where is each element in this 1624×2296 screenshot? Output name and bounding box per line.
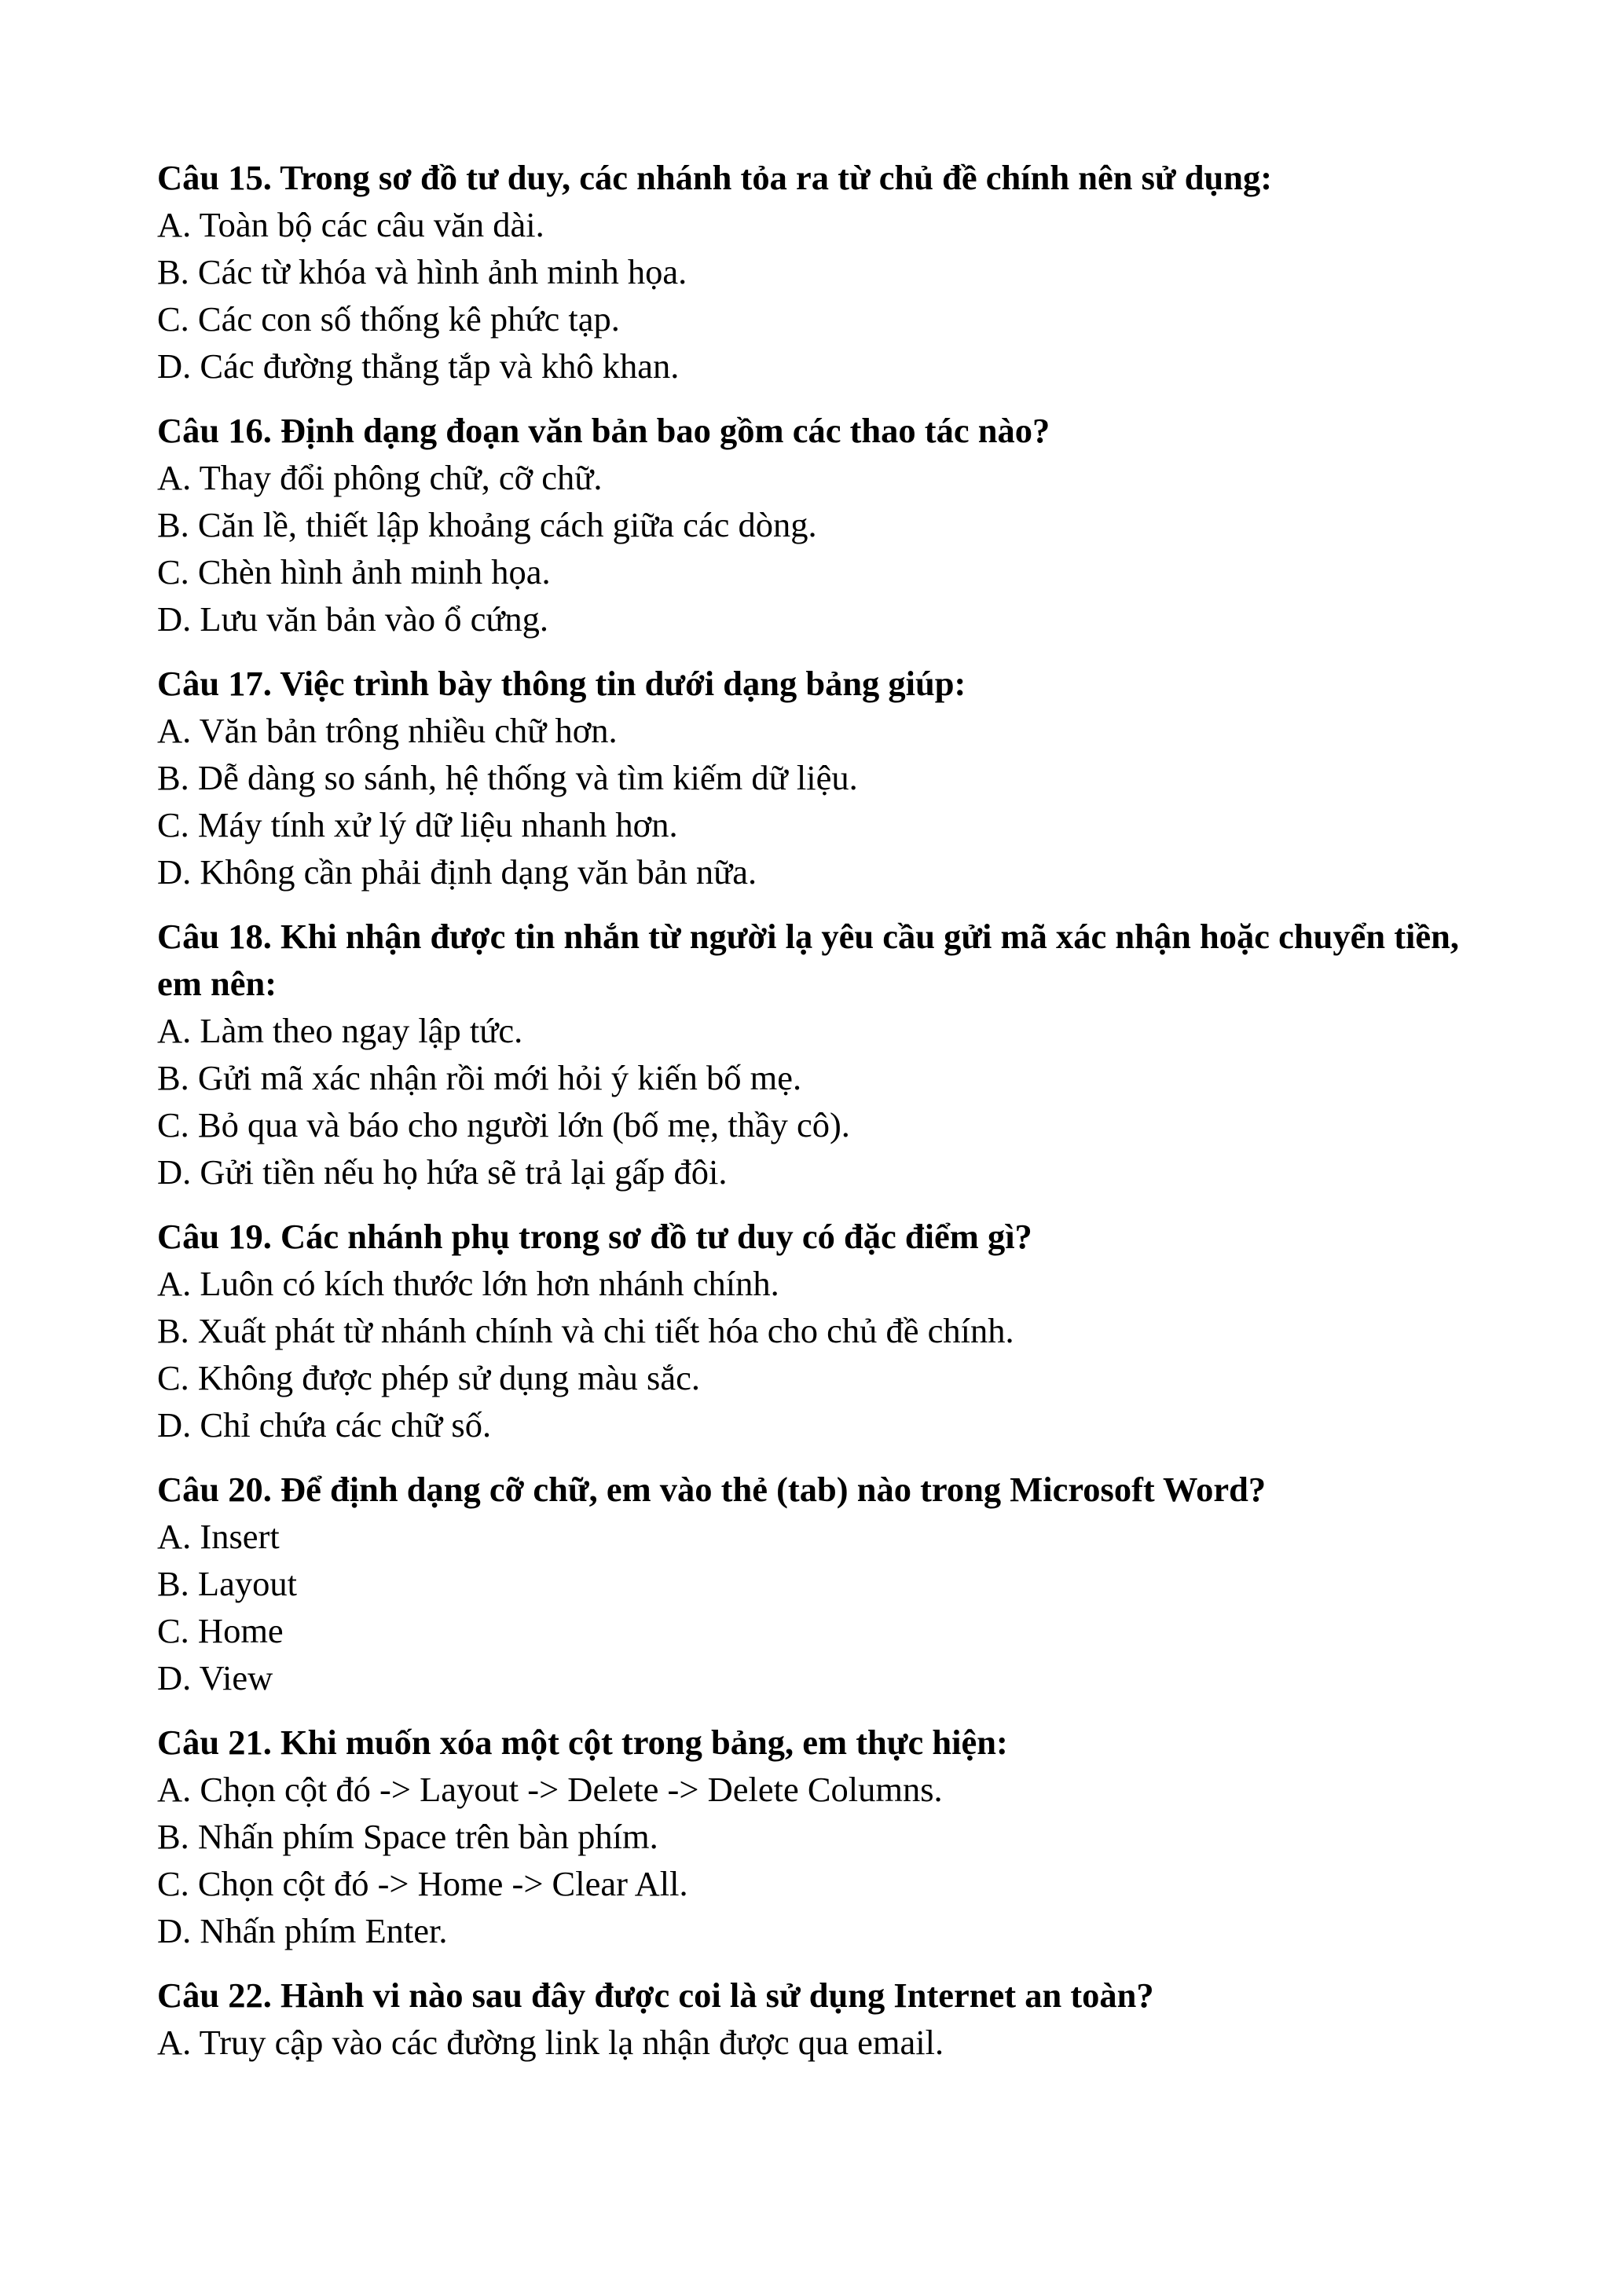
answer-option: D. Không cần phải định dạng văn bản nữa. xyxy=(157,852,757,892)
answer-option: B. Xuất phát từ nhánh chính và chi tiết hóa cho chủ đề chính. xyxy=(157,1311,1014,1350)
answer-option: A. Văn bản trông nhiều chữ hơn. xyxy=(157,711,618,750)
question-title: Câu 22. Hành vi nào sau đây được coi là sử dụng Internet an toàn? xyxy=(157,1976,1154,2015)
document-page xyxy=(157,154,1493,2083)
answer-option: C. Chèn hình ảnh minh họa. xyxy=(157,552,551,591)
answer-option: C. Các con số thống kê phức tạp. xyxy=(157,299,620,339)
answer-option: D. Nhấn phím Enter. xyxy=(157,1911,448,1950)
answer-option: B. Gửi mã xác nhận rồi mới hỏi ý kiến bố mẹ. xyxy=(157,1058,802,1097)
answer-option: A. Làm theo ngay lập tức. xyxy=(157,1011,523,1050)
question-21 xyxy=(157,1719,1493,1954)
question-16 xyxy=(157,407,1493,643)
answer-option: B. Các từ khóa và hình ảnh minh họa. xyxy=(157,252,687,291)
answer-option: D. Gửi tiền nếu họ hứa sẽ trả lại gấp đôi. xyxy=(157,1152,728,1192)
answer-option: C. Bỏ qua và báo cho người lớn (bố mẹ, thầy cô). xyxy=(157,1105,850,1144)
answer-option: D. Lưu văn bản vào ổ cứng. xyxy=(157,599,549,639)
question-title: Câu 15. Trong sơ đồ tư duy, các nhánh tỏa ra từ chủ đề chính nên sử dụng: xyxy=(157,158,1273,197)
question-title: Câu 21. Khi muốn xóa một cột trong bảng, em thực hiện: xyxy=(157,1723,1008,1762)
answer-option: D. Chỉ chứa các chữ số. xyxy=(157,1405,492,1445)
question-20 xyxy=(157,1466,1493,1701)
question-17 xyxy=(157,660,1493,895)
question-title: Câu 17. Việc trình bày thông tin dưới dạng bảng giúp: xyxy=(157,664,966,703)
answer-option: A. Chọn cột đó -> Layout -> Delete -> Delete Columns. xyxy=(157,1770,943,1809)
question-title: Câu 16. Định dạng đoạn văn bản bao gồm các thao tác nào? xyxy=(157,411,1050,450)
answer-option: C. Không được phép sử dụng màu sắc. xyxy=(157,1358,700,1397)
question-22 xyxy=(157,1972,1493,2066)
answer-option: B. Căn lề, thiết lập khoảng cách giữa các dòng. xyxy=(157,505,817,544)
question-15 xyxy=(157,154,1493,390)
answer-option: C. Chọn cột đó -> Home -> Clear All. xyxy=(157,1864,688,1903)
answer-option: A. Insert xyxy=(157,1517,280,1556)
answer-option: A. Toàn bộ các câu văn dài. xyxy=(157,205,544,244)
question-title: Câu 19. Các nhánh phụ trong sơ đồ tư duy có đặc điểm gì? xyxy=(157,1217,1032,1256)
question-19 xyxy=(157,1213,1493,1448)
answer-option: C. Home xyxy=(157,1611,284,1650)
answer-option: A. Luôn có kích thước lớn hơn nhánh chính. xyxy=(157,1264,779,1303)
answer-option: A. Thay đổi phông chữ, cỡ chữ. xyxy=(157,458,603,497)
answer-option: D. Các đường thẳng tắp và khô khan. xyxy=(157,346,680,386)
answer-option: B. Dễ dàng so sánh, hệ thống và tìm kiếm dữ liệu. xyxy=(157,758,858,797)
answer-option: B. Nhấn phím Space trên bàn phím. xyxy=(157,1817,658,1856)
answer-option: D. View xyxy=(157,1658,273,1697)
answer-option: B. Layout xyxy=(157,1564,297,1603)
question-title: Câu 18. Khi nhận được tin nhắn từ người lạ yêu cầu gửi mã xác nhận hoặc chuyển tiền, em nên: xyxy=(157,917,1460,1003)
answer-option: C. Máy tính xử lý dữ liệu nhanh hơn. xyxy=(157,805,678,844)
question-title: Câu 20. Để định dạng cỡ chữ, em vào thẻ (tab) nào trong Microsoft Word? xyxy=(157,1470,1267,1509)
question-18 xyxy=(157,913,1493,1196)
answer-option: A. Truy cập vào các đường link lạ nhận được qua email. xyxy=(157,2023,944,2062)
